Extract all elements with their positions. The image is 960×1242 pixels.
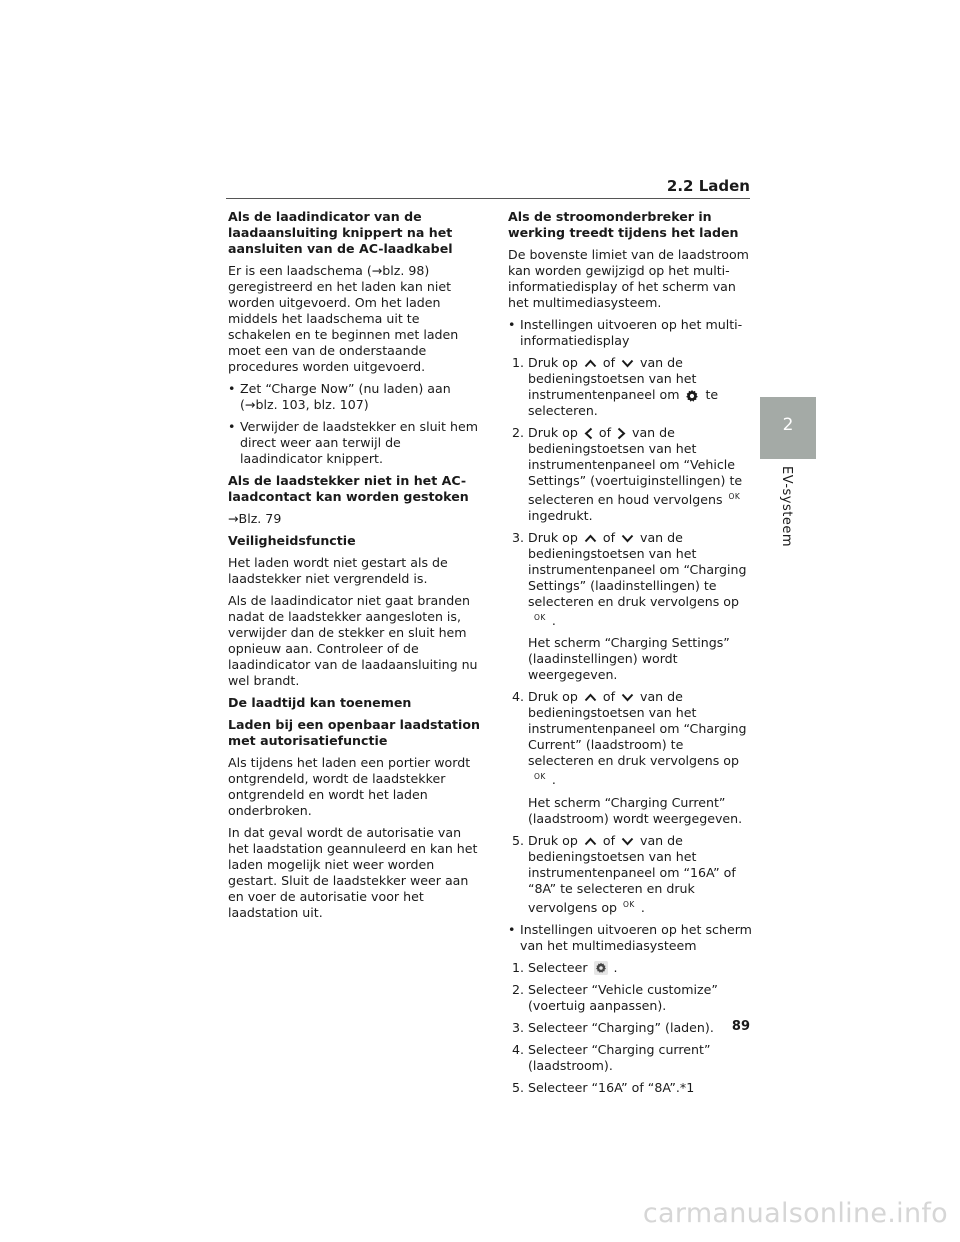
- step-number: 2.: [512, 981, 525, 997]
- chevron-up-icon: [584, 359, 597, 368]
- chevron-up-icon: [584, 693, 597, 702]
- chevron-up-icon: [584, 534, 597, 543]
- step-number: 1.: [512, 959, 525, 975]
- bullet-dot: •: [508, 921, 516, 937]
- page-number: 89: [731, 1019, 750, 1034]
- step-item: [508, 960, 752, 976]
- step-number: 5.: [512, 1079, 525, 1095]
- paragraph-indicator-check: Als de laadindicator niet gaat branden nadat de laadstekker aangesloten is, verwijder dan de stekker en sluit hem opnieuw aan. Controleer of de laadindicator van de laadaansluiting nu wel brandt.: [228, 593, 478, 688]
- heading-charging-indicator-blinking: Als de laadindicator van de laadaansluiting knippert na het aansluiten van de AC-laadkabel: [228, 209, 453, 256]
- bullet-text: Verwijder de laadstekker en sluit hem direct weer aan terwijl de laadindicator knippert.: [240, 419, 478, 466]
- step-text: Selecteer “16A” of “8A”.*1: [528, 1079, 695, 1095]
- chevron-down-icon: [621, 534, 634, 543]
- bullet-item: [508, 317, 752, 349]
- step-number: 4.: [512, 1041, 525, 1057]
- bullet-item: [228, 419, 484, 467]
- step-number: 5.: [512, 832, 525, 848]
- ok-button-icon: OK: [623, 899, 635, 909]
- step-number: 2.: [512, 425, 525, 440]
- ok-button-icon: OK: [534, 772, 546, 782]
- step-number: 4.: [512, 689, 525, 705]
- step-text: Selecteer .: [528, 959, 618, 975]
- bullet-text: Instellingen uitvoeren op het scherm van het multimediasysteem: [520, 921, 752, 953]
- paragraph-door-unlock: Als tijdens het laden een portier wordt ontgrendeld, wordt de laadstekker ontgrendeld en wordt het laden onderbroken.: [228, 755, 471, 818]
- step-item: [508, 355, 752, 419]
- gear-icon: [685, 389, 699, 403]
- bullet-dot: •: [228, 419, 236, 434]
- right-column: [508, 209, 752, 1102]
- paragraph-safety: Het laden wordt niet gestart als de laadstekker niet vergrendeld is.: [228, 555, 448, 586]
- step-note: Het scherm “Charging Settings” (laadinstellingen) wordt weergegeven.: [528, 635, 730, 683]
- step-text: Selecteer “Vehicle customize” (voertuig aanpassen).: [528, 981, 718, 1013]
- header-divider: [226, 198, 750, 199]
- chevron-down-icon: [621, 693, 634, 702]
- step-number: 1.: [512, 355, 525, 370]
- heading-circuit-breaker: Als de stroomonderbreker in werking treedt tijdens het laden: [508, 209, 739, 240]
- paragraph-charging-schedule: Er is een laadschema (→blz. 98) geregistreerd en het laden kan niet worden uitgevoerd. Om het laden middels het laadschema uit te schakelen en te beginnen met laden moet een van de onderstaande procedures worden uitgevoerd.: [228, 263, 459, 374]
- left-column: [228, 209, 484, 927]
- step-item: [508, 1020, 752, 1036]
- step-item: [508, 1080, 752, 1096]
- ok-button-icon: OK: [534, 613, 546, 623]
- step-number: 3.: [512, 530, 525, 546]
- chevron-up-icon: [584, 837, 597, 846]
- watermark: carmanualsonline.info: [642, 1198, 948, 1229]
- bullet-item: [228, 381, 484, 413]
- step-item: [508, 982, 752, 1014]
- step-text: Selecteer “Charging current” (laadstroom).: [528, 1041, 711, 1073]
- heading-public-station: Laden bij een openbaar laadstation met autorisatiefunctie: [228, 717, 480, 748]
- heading-safety-function: Veiligheidsfunctie: [228, 533, 356, 548]
- paragraph-authorization: In dat geval wordt de autorisatie van het laadstation geannuleerd en kan het laden mogelijk niet weer worden gestart. Sluit de laadstekker weer aan en voer de autorisatie voor het laadstation uit.: [228, 825, 478, 920]
- step-number: 3.: [512, 1019, 525, 1035]
- chevron-down-icon: [621, 359, 634, 368]
- chapter-number: 2: [782, 415, 794, 435]
- step-item: [508, 425, 752, 524]
- bullet-dot: •: [228, 381, 236, 396]
- bullet-dot: •: [508, 317, 516, 332]
- heading-plug-not-insertable: Als de laadstekker niet in het AC-laadcontact kan worden gestoken: [228, 473, 469, 504]
- chevron-right-icon: [617, 427, 626, 440]
- step-text: Druk op of van de bedieningstoetsen van het instrumentenpaneel om “Vehicle Settings” (voertuiginstellingen) te selecteren en houd vervolgens OKingedrukt.: [528, 425, 743, 524]
- step-item: [508, 833, 752, 916]
- paragraph-current-limit: De bovenste limiet van de laadstroom kan worden gewijzigd op het multi-informatiedisplay of het scherm van het multimediasysteem.: [508, 247, 749, 310]
- ok-button-icon: OK: [728, 492, 741, 501]
- step-text: Druk op of van de bedieningstoetsen van het instrumentenpaneel om “Charging Settings” (laadinstellingen) te selecteren en druk vervolgens opOK .: [528, 530, 747, 629]
- step-text: Selecteer “Charging” (laden).: [528, 1019, 714, 1035]
- chevron-down-icon: [621, 837, 634, 846]
- step-item: [508, 530, 752, 629]
- chapter-tab: [760, 397, 816, 459]
- step-text: Druk op of van de bedieningstoetsen van het instrumentenpaneel om te selecteren.: [528, 355, 719, 418]
- step-text: Druk op of van de bedieningstoetsen van het instrumentenpaneel om “Charging Current” (laadstroom) te selecteren en druk vervolgens opOK .: [528, 689, 747, 788]
- heading-charge-time: De laadtijd kan toenemen: [228, 695, 412, 710]
- bullet-text: Instellingen uitvoeren op het multi-informatiedisplay: [520, 317, 743, 348]
- bullet-item: [508, 922, 752, 954]
- step-text: Druk op of van de bedieningstoetsen van het instrumentenpaneel om “16A” of “8A” te selecteren en druk vervolgens op OK .: [528, 832, 736, 915]
- chapter-label: EV-systeem: [779, 466, 794, 548]
- bullet-text: Zet “Charge Now” (nu laden) aan (→blz. 103, blz. 107): [240, 381, 451, 412]
- page-reference: →Blz. 79: [228, 511, 282, 526]
- step-item: [508, 1042, 752, 1074]
- step-note: Het scherm “Charging Current” (laadstroom) wordt weergegeven.: [528, 794, 743, 826]
- section-title: 2.2 Laden: [666, 177, 750, 195]
- chevron-left-icon: [584, 427, 593, 440]
- step-item: [508, 689, 752, 788]
- gear-icon: [594, 961, 608, 975]
